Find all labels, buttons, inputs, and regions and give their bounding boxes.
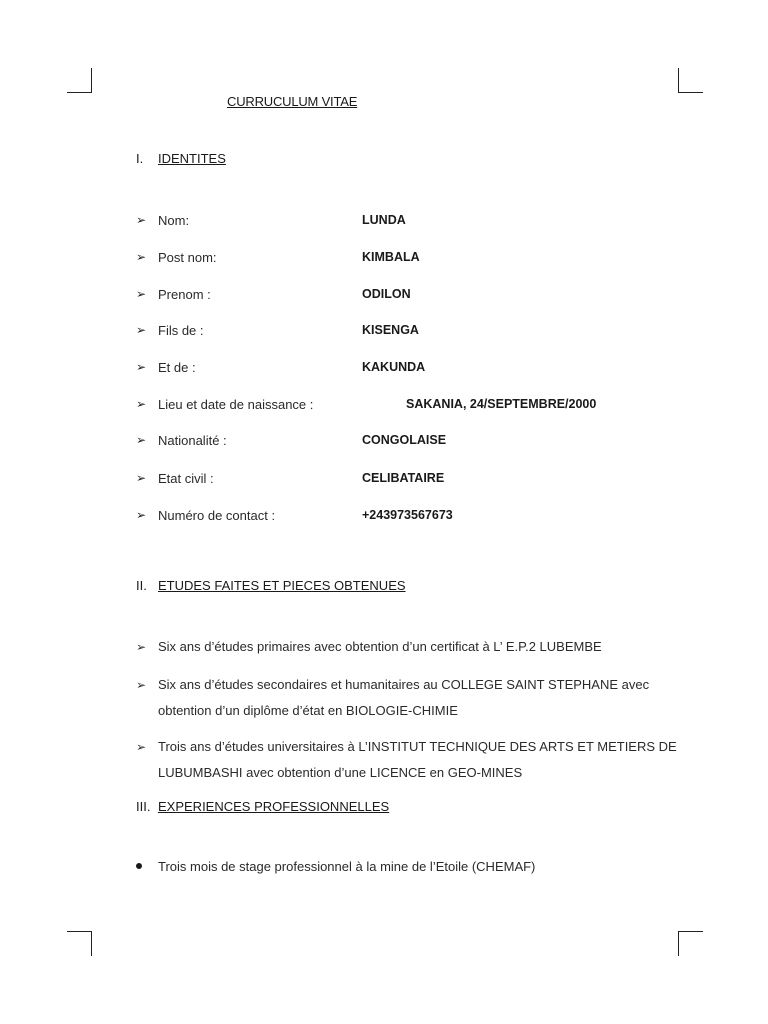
- identity-row-nom: [136, 213, 636, 231]
- field-value: KIMBALA: [362, 250, 420, 264]
- experience-text: Trois mois de stage professionnel à la mine de l’Etoile (CHEMAF): [158, 859, 536, 874]
- field-value: CELIBATAIRE: [362, 471, 445, 485]
- field-value: SAKANIA, 24/SEPTEMBRE/2000: [406, 397, 597, 411]
- field-value: ODILON: [362, 287, 411, 301]
- field-value: LUNDA: [362, 213, 406, 227]
- study-item: [136, 672, 696, 724]
- arrow-bullet-icon: ➢: [136, 678, 147, 692]
- arrow-bullet-icon: ➢: [136, 471, 147, 485]
- field-label: Nationalité :: [158, 433, 227, 448]
- crop-mark-bottom-left: [67, 931, 92, 956]
- section-number: I.: [136, 151, 144, 166]
- study-text: Six ans d’études primaires avec obtention d’un certificat à L’ E.P.2 LUBEMBE: [158, 639, 602, 654]
- document-title: CURRUCULUM VITAE: [227, 94, 358, 109]
- identity-row-post-nom: [136, 250, 636, 268]
- section-heading: ETUDES FAITES ET PIECES OBTENUES: [158, 578, 406, 593]
- section-number: III.: [136, 799, 151, 814]
- arrow-bullet-icon: ➢: [136, 508, 147, 522]
- arrow-bullet-icon: ➢: [136, 433, 147, 447]
- field-value: KISENGA: [362, 323, 419, 337]
- field-value: +243973567673: [362, 508, 453, 522]
- field-label: Fils de :: [158, 323, 204, 338]
- arrow-bullet-icon: ➢: [136, 640, 147, 654]
- arrow-bullet-icon: ➢: [136, 213, 147, 227]
- bullet-dot-icon: [136, 863, 142, 869]
- field-label: Et de :: [158, 360, 196, 375]
- identity-row-contact: [136, 508, 636, 526]
- section-heading: IDENTITES: [158, 151, 226, 166]
- study-item: [136, 634, 696, 660]
- field-label: Post nom:: [158, 250, 217, 265]
- crop-mark-top-left: [67, 68, 92, 93]
- section-experiences: [136, 799, 389, 814]
- identity-row-etat-civil: [136, 471, 636, 489]
- crop-mark-bottom-right: [678, 931, 703, 956]
- section-etudes: [136, 578, 406, 593]
- field-value: KAKUNDA: [362, 360, 426, 374]
- crop-mark-top-right: [678, 68, 703, 93]
- section-number: II.: [136, 578, 147, 593]
- identity-row-et-de: [136, 360, 636, 378]
- arrow-bullet-icon: ➢: [136, 360, 147, 374]
- study-item: [136, 734, 696, 786]
- arrow-bullet-icon: ➢: [136, 740, 147, 754]
- identity-row-prenom: [136, 287, 636, 305]
- arrow-bullet-icon: ➢: [136, 323, 147, 337]
- arrow-bullet-icon: ➢: [136, 250, 147, 264]
- section-heading: EXPERIENCES PROFESSIONNELLES: [158, 799, 390, 814]
- study-text: Trois ans d’études universitaires à L’INSTITUT TECHNIQUE DES ARTS ET METIERS DE LUBUMBASHI avec obtention d’une LICENCE en GEO-MINES: [158, 739, 677, 780]
- study-text: Six ans d’études secondaires et humanitaires au COLLEGE SAINT STEPHANE avec obtention d’un diplôme d’état en BIOLOGIE-CHIMIE: [158, 677, 650, 718]
- field-label: Lieu et date de naissance :: [158, 397, 314, 412]
- arrow-bullet-icon: ➢: [136, 287, 147, 301]
- field-label: Numéro de contact :: [158, 508, 276, 523]
- arrow-bullet-icon: ➢: [136, 397, 147, 411]
- experience-item: [136, 859, 696, 874]
- identity-row-lieu-date-naissance: [136, 397, 636, 415]
- field-label: Etat civil :: [158, 471, 214, 486]
- field-label: Prenom :: [158, 287, 211, 302]
- field-label: Nom:: [158, 213, 190, 228]
- field-value: CONGOLAISE: [362, 433, 447, 447]
- identity-row-nationalite: [136, 433, 636, 451]
- section-identites: [136, 151, 226, 166]
- identity-row-fils-de: [136, 323, 636, 341]
